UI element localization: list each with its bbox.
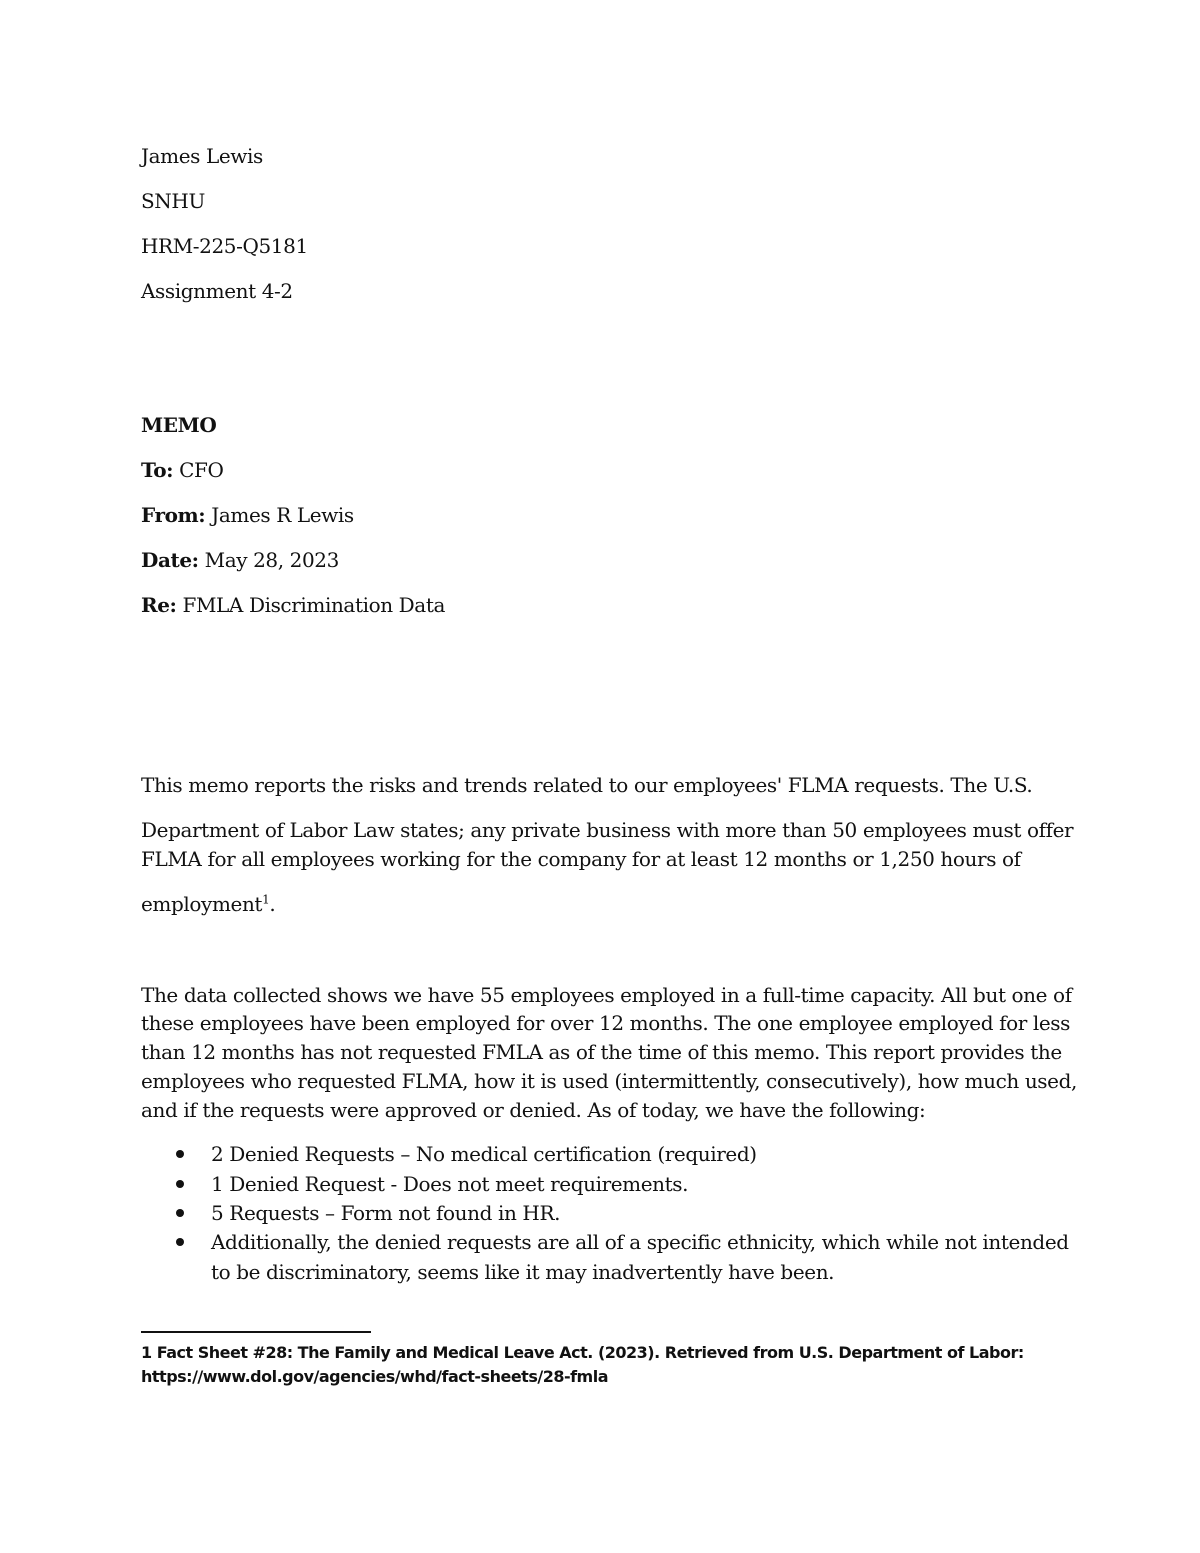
- memo-date-value: May 28, 2023: [204, 548, 339, 572]
- memo-from: [141, 501, 354, 529]
- paragraph-1-line-4-text: employment: [141, 892, 263, 916]
- list-item: 2 Denied Requests – No medical certification (required): [211, 1142, 757, 1166]
- list-item: 5 Requests – Form not found in HR.: [211, 1201, 561, 1225]
- paragraph-2-line-1: The data collected shows we have 55 employees employed in a full-time capacity. All but one of: [141, 983, 1072, 1007]
- course-code: HRM-225-Q5181: [141, 234, 308, 258]
- list-item: Additionally, the denied requests are all of a specific ethnicity, which while not intended: [211, 1230, 1069, 1254]
- paragraph-1-line-4: [141, 890, 275, 918]
- footnote-reference: 1: [262, 892, 270, 907]
- bullet-dot: [176, 1150, 184, 1158]
- assignment-title: Assignment 4-2: [141, 279, 293, 303]
- list-item-continuation: to be discriminatory, seems like it may inadvertently have been.: [211, 1260, 835, 1284]
- paragraph-1-period: .: [269, 892, 276, 916]
- memo-from-label: From:: [141, 503, 206, 527]
- bullet-dot: [176, 1209, 184, 1217]
- school-name: SNHU: [141, 189, 205, 213]
- memo-date: [141, 546, 339, 574]
- memo-to-value: CFO: [179, 458, 224, 482]
- paragraph-2-line-5: and if the requests were approved or denied. As of today, we have the following:: [141, 1098, 926, 1122]
- memo-to: [141, 456, 223, 484]
- paragraph-2-line-3: than 12 months has not requested FMLA as of the time of this memo. This report provides the: [141, 1040, 1062, 1064]
- bullet-dot: [176, 1180, 184, 1188]
- memo-to-label: To:: [141, 458, 174, 482]
- memo-title: MEMO: [141, 413, 217, 437]
- footnote-link[interactable]: https://www.dol.gov/agencies/whd/fact-sheets/28-fmla: [141, 1367, 609, 1386]
- memo-re-label: Re:: [141, 593, 177, 617]
- memo-date-label: Date:: [141, 548, 199, 572]
- memo-from-value: James R Lewis: [211, 503, 354, 527]
- memo-re: [141, 591, 445, 619]
- footnote-line-1: 1 Fact Sheet #28: The Family and Medical Leave Act. (2023). Retrieved from U.S. Department of Labor:: [141, 1343, 1024, 1362]
- author-name: James Lewis: [141, 144, 263, 168]
- paragraph-2-line-2: these employees have been employed for over 12 months. The one employee employed for less: [141, 1011, 1070, 1035]
- footnote-separator: [141, 1331, 371, 1333]
- paragraph-2-line-4: employees who requested FLMA, how it is used (intermittently, consecutively), how much used,: [141, 1069, 1077, 1093]
- paragraph-1-line-1: This memo reports the risks and trends related to our employees' FLMA requests. The U.S.: [141, 773, 1033, 797]
- paragraph-1-line-2: Department of Labor Law states; any private business with more than 50 employees must offer: [141, 818, 1074, 842]
- memo-re-value: FMLA Discrimination Data: [182, 593, 445, 617]
- bullet-dot: [176, 1238, 184, 1246]
- list-item: 1 Denied Request - Does not meet requirements.: [211, 1172, 689, 1196]
- paragraph-1-line-3: FLMA for all employees working for the company for at least 12 months or 1,250 hours of: [141, 847, 1021, 871]
